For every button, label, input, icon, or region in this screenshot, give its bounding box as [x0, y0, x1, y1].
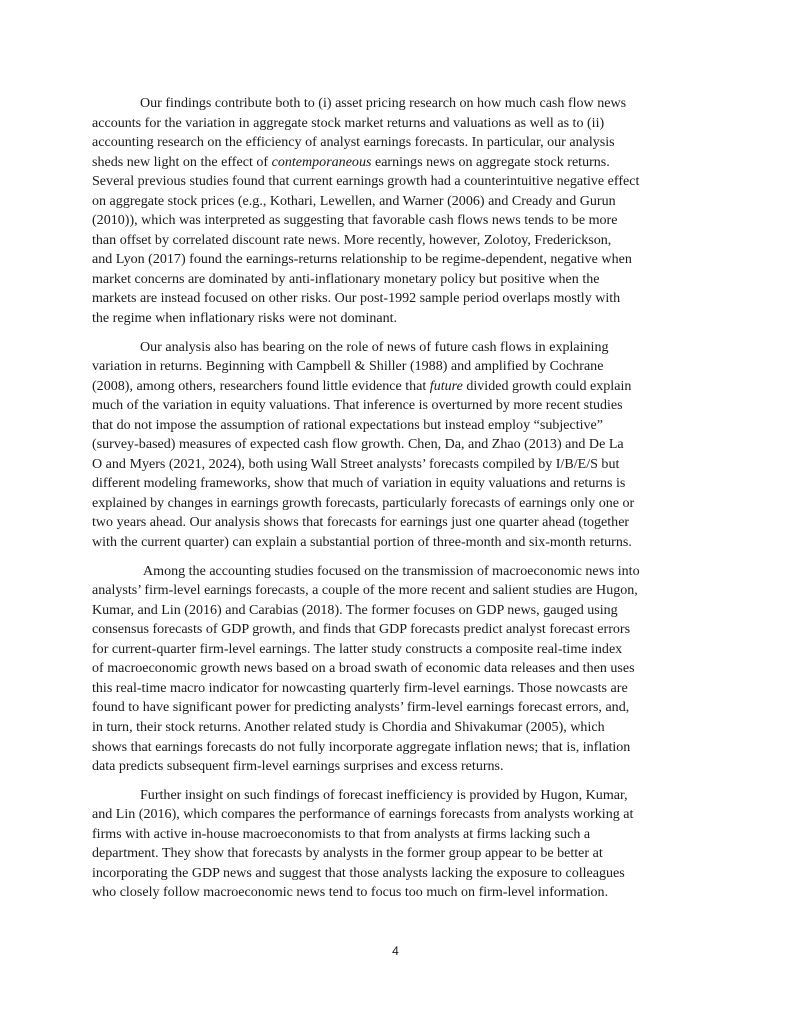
- text-line: [92, 883, 700, 903]
- text-line: [92, 289, 700, 309]
- text-line: [92, 738, 700, 758]
- text-line: [92, 825, 700, 845]
- text-run: for current-quarter firm-level earnings. The latter study constructs a composite real-time index: [92, 640, 623, 657]
- text-run: on aggregate stock prices (e.g., Kothari, Lewellen, and Warner (2006) and Cready and Gurun: [92, 192, 616, 209]
- text-run: (2008), among others, researchers found little evidence that: [92, 377, 430, 394]
- text-run: Further insight on such findings of forecast inefficiency is provided by Hugon, Kumar,: [140, 786, 628, 803]
- text-line: [92, 698, 700, 718]
- text-run: (survey-based) measures of expected cash flow growth. Chen, Da, and Zhao (2013) and De La: [92, 436, 624, 453]
- text-line: [92, 474, 700, 494]
- text-run: sheds new light on the effect of: [92, 153, 272, 170]
- text-line: [92, 805, 700, 825]
- text-line: [92, 786, 700, 806]
- text-line: [92, 679, 700, 699]
- text-line: [92, 153, 700, 173]
- text-run: Our findings contribute both to (i) asset pricing research on how much cash flow news: [140, 95, 627, 111]
- text-line: [92, 718, 700, 738]
- text-line: [92, 757, 700, 777]
- text-line: [92, 455, 700, 475]
- text-run: in turn, their stock returns. Another related study is Chordia and Shivakumar (2005), which: [92, 718, 605, 735]
- text-run: that do not impose the assumption of rational expectations but instead employ “subjective”: [92, 416, 604, 433]
- text-line: [92, 250, 700, 270]
- emphasized-text: future: [429, 377, 463, 394]
- text-line: [92, 338, 700, 358]
- text-run: Our analysis also has bearing on the role of news of future cash flows in explaining: [140, 338, 609, 355]
- text-run: two years ahead. Our analysis shows that forecasts for earnings just one quarter ahead (together: [92, 514, 630, 531]
- text-run: markets are instead focused on other risks. Our post-1992 sample period overlaps mostly with: [92, 290, 621, 307]
- text-run: and Lin (2016), which compares the performance of earnings forecasts from analysts working at: [92, 806, 634, 823]
- text-line: [92, 94, 700, 114]
- text-run: consensus forecasts of GDP growth, and finds that GDP forecasts predict analyst forecast errors: [92, 621, 631, 638]
- text-line: [92, 620, 700, 640]
- text-line: [92, 396, 700, 416]
- text-run: market concerns are dominated by anti-inflationary monetary policy but positive when the: [92, 270, 600, 287]
- text-line: [92, 601, 700, 621]
- text-run: department. They show that forecasts by analysts in the former group appear to be better at: [92, 845, 603, 862]
- text-line: [92, 309, 700, 329]
- text-line: [92, 844, 700, 864]
- text-run: data predicts subsequent firm-level earnings surprises and excess returns.: [92, 758, 504, 775]
- emphasized-text: contemporaneous: [271, 153, 372, 170]
- text-run: much of the variation in equity valuations. That inference is overturned by more recent studies: [92, 397, 623, 414]
- text-line: [92, 640, 700, 660]
- text-run: this real-time macro indicator for nowcasting quarterly firm-level earnings. Those nowcasts are: [92, 679, 628, 696]
- text-line: [92, 864, 700, 884]
- paragraph-3: [92, 562, 700, 777]
- text-line: [92, 211, 700, 231]
- text-run: analysts’ firm-level earnings forecasts, a couple of the more recent and salient studies are Hugon,: [92, 582, 638, 599]
- page-number: 4: [392, 944, 399, 958]
- text-line: [92, 659, 700, 679]
- text-run: O and Myers (2021, 2024), both using Wall Street analysts’ forecasts compiled by I/B/E/S but: [92, 455, 620, 472]
- text-line: [92, 435, 700, 455]
- text-run: and Lyon (2017) found the earnings-returns relationship to be regime-dependent, negative when: [92, 251, 632, 268]
- text-run: incorporating the GDP news and suggest that those analysts lacking the exposure to colleagues: [92, 864, 625, 881]
- text-line: [92, 533, 700, 553]
- text-run: the regime when inflationary risks were not dominant.: [92, 310, 398, 327]
- text-run: shows that earnings forecasts do not fully incorporate aggregate inflation news; that is, inflation: [92, 738, 631, 755]
- text-run: of macroeconomic growth news based on a broad swath of economic data releases and then uses: [92, 660, 635, 677]
- text-run: Among the accounting studies focused on the transmission of macroeconomic news into: [143, 562, 640, 579]
- text-line: [92, 357, 700, 377]
- text-line: [92, 172, 700, 192]
- text-line: [92, 513, 700, 533]
- paragraph-2: [92, 338, 700, 553]
- text-run: earnings news on aggregate stock returns.: [371, 153, 610, 170]
- text-run: accounts for the variation in aggregate stock market returns and valuations as well as to (ii): [92, 114, 605, 131]
- text-run: explained by changes in earnings growth forecasts, particularly forecasts of earnings only one or: [92, 494, 635, 511]
- paragraph-1: [92, 94, 700, 329]
- text-run: Kumar, and Lin (2016) and Carabias (2018). The former focuses on GDP news, gauged using: [92, 601, 618, 618]
- text-run: Several previous studies found that current earnings growth had a counterintuitive negative effect: [92, 173, 640, 190]
- text-run: (2010)), which was interpreted as suggesting that favorable cash flows news tends to be more: [92, 212, 618, 229]
- text-line: [92, 270, 700, 290]
- text-line: [92, 416, 700, 436]
- text-run: accounting research on the efficiency of analyst earnings forecasts. In particular, our analysis: [92, 134, 615, 151]
- text-line: [92, 377, 700, 397]
- text-run: firms with active in-house macroeconomists to that from analysts at firms lacking such a: [92, 825, 591, 842]
- text-line: [92, 581, 700, 601]
- paragraph-4: [92, 786, 700, 903]
- text-run: found to have significant power for predicting analysts’ firm-level earnings forecast errors, and,: [92, 699, 630, 716]
- text-line: [92, 133, 700, 153]
- text-line: [92, 192, 700, 212]
- text-run: divided growth could explain: [462, 377, 632, 394]
- body-text: [92, 94, 700, 912]
- text-run: than offset by correlated discount rate news. More recently, however, Zolotoy, Frederickson,: [92, 231, 612, 248]
- text-run: with the current quarter) can explain a substantial portion of three-month and six-month returns.: [92, 534, 632, 551]
- text-run: variation in returns. Beginning with Campbell & Shiller (1988) and amplified by Cochrane: [92, 358, 604, 375]
- text-run: who closely follow macroeconomic news tend to focus too much on firm-level information.: [92, 884, 609, 901]
- text-line: [92, 231, 700, 251]
- text-line: [92, 562, 700, 582]
- text-line: [92, 114, 700, 134]
- text-line: [92, 494, 700, 514]
- text-run: different modeling frameworks, show that much of variation in equity valuations and returns is: [92, 475, 626, 492]
